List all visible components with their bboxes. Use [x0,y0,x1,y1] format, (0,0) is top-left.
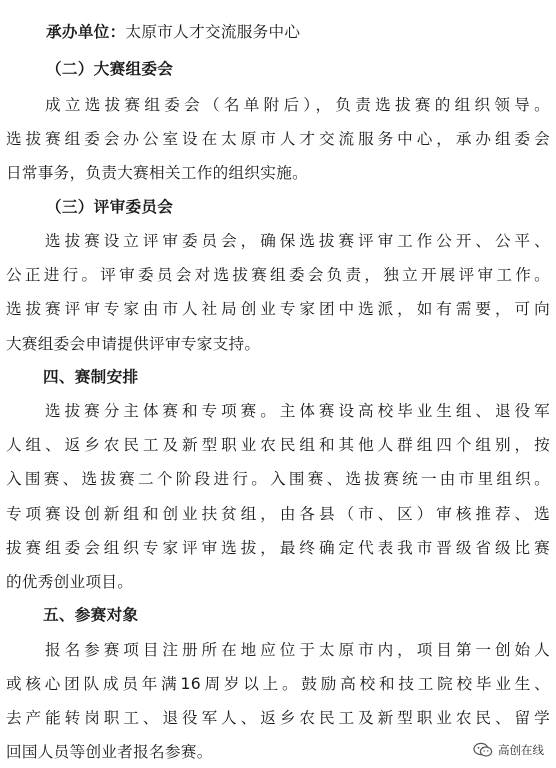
paragraph-line: 回国人员等创业者报名参赛。 [6,743,213,761]
section-heading-committee: （二）大赛组委会 [46,60,174,78]
paragraph-line: 去产能转岗职工、退役军人、返乡农民工及新型职业农民、留学 [6,709,550,727]
paragraph-line: 公正进行。评审委员会对选拔赛组委会负责，独立开展评审工作。 [6,266,550,284]
paragraph-line: 或核心团队成员年满16周岁以上。鼓励高校和技工院校毕业生、 [6,675,550,693]
paragraph-line: 专项赛设创新组和创业扶贫组，由各县（市、区）审核推荐、选 [6,505,550,523]
paragraph-line: 选拔赛评审专家由市人社局创业专家团中选派，如有需要，可向 [6,300,550,318]
section-heading-participants: 五、参赛对象 [43,606,139,624]
paragraph-line: 选拔赛分主体赛和专项赛。主体赛设高校毕业生组、退役军 [45,402,550,420]
paragraph-line: 选拔赛设立评审委员会，确保选拔赛评审工作公开、公平、 [45,232,550,250]
organizer-line [46,22,546,42]
organizer-label: 承办单位： [46,23,126,41]
paragraph-line: 日常事务，负责大赛相关工作的组织实施。 [6,164,308,182]
paragraph-line: 入围赛、选拔赛二个阶段进行。入围赛、选拔赛统一由市里组织。 [6,470,550,488]
section-heading-review-board: （三）评审委员会 [46,198,174,216]
paragraph-line: 大赛组委会申请提供评审专家支持。 [6,335,261,353]
watermark [473,742,544,758]
organizer-value: 太原市人才交流服务中心 [125,23,301,41]
wechat-icon [473,742,493,758]
paragraph-line: 成立选拔赛组委会（名单附后），负责选拔赛的组织领导。 [45,96,550,114]
paragraph-line: 的优秀创业项目。 [6,573,134,591]
paragraph-line: 人组、返乡农民工及新型职业农民组和其他人群组四个组别，按 [6,436,550,454]
watermark-text: 高创在线 [498,743,544,757]
paragraph-line: 选拔赛组委会办公室设在太原市人才交流服务中心，承办组委会 [6,130,550,148]
paragraph-line: 报名参赛项目注册所在地应位于太原市内，项目第一创始人 [45,641,550,659]
paragraph-line: 拔赛组委会组织专家评审选拔，最终确定代表我市晋级省级比赛 [6,539,550,557]
section-heading-competition-format: 四、赛制安排 [43,368,139,386]
